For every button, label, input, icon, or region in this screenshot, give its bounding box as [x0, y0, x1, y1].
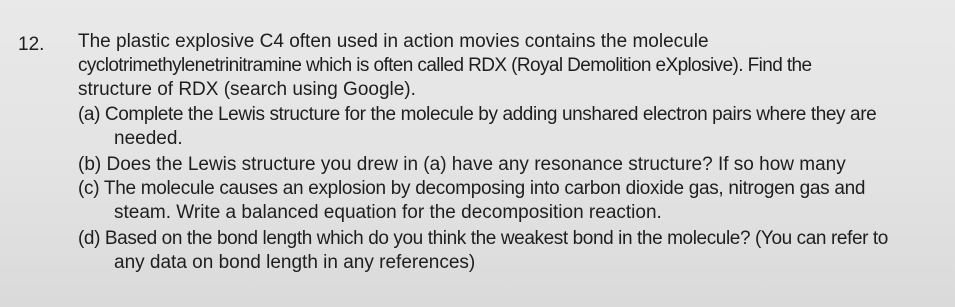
part-b-line-1: (b) Does the Lewis structure you drew in (a) have any resonance structure? If so how many — [78, 154, 846, 175]
part-d-line-1: (d) Based on the bond length which do you think the weakest bond in the molecule? (You can refer to — [78, 228, 888, 249]
question-number: 12. — [18, 34, 45, 55]
part-a-line-1: (a) Complete the Lewis structure for the molecule by adding unshared electron pairs where they are — [78, 104, 877, 125]
part-d-line-2: any data on bond length in any references) — [114, 252, 476, 273]
intro-line-1: The plastic explosive C4 often used in action movies contains the molecule — [78, 31, 709, 52]
intro-line-3: structure of RDX (search using Google). — [78, 79, 416, 100]
part-c-line-2: steam. Write a balanced equation for the decomposition reaction. — [114, 202, 662, 223]
intro-line-2: cyclotrimethylenetrinitramine which is often called RDX (Royal Demolition eXplosive). Find the — [78, 55, 812, 76]
part-c-line-1: (c) The molecule causes an explosion by decomposing into carbon dioxide gas, nitrogen gas and — [78, 178, 866, 199]
part-a-line-2: needed. — [114, 128, 183, 149]
